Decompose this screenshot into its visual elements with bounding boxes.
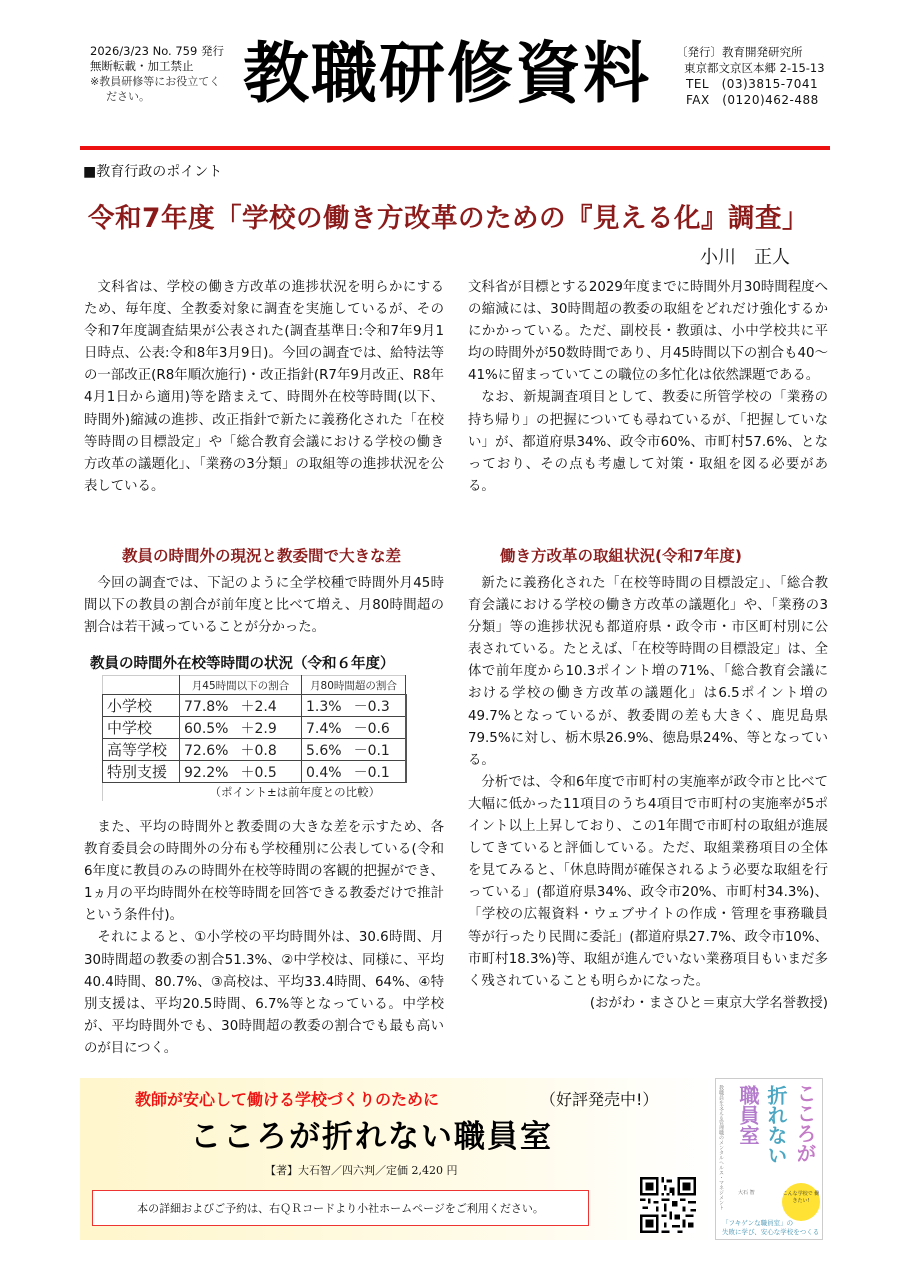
article-author: 小川 正人 xyxy=(700,247,790,268)
row-under45 xyxy=(180,695,302,717)
usage-note: ※教員研修等にお役立てく xyxy=(90,75,221,88)
paragraph: 文科省が目標とする2029年度までに時間外月30時間程度への縮減には、30時間超の教委の取組をどれだけ強化するかにかかっている。ただ、副校長・教頭は、小中学校共に平均の時間外が50数時間であり、月45時間以下の割合も40～41%に留まっていてこの職位の多忙化は依然課題である。 xyxy=(468,280,828,384)
usage-note-cont: ださい。 xyxy=(106,90,150,103)
table-title: 教員の時間外在校等時間の状況（令和６年度） xyxy=(90,656,395,672)
masthead-divider xyxy=(80,146,830,150)
masthead-info xyxy=(90,44,260,104)
row-under45 xyxy=(180,761,302,783)
value: 92.2% xyxy=(184,764,229,781)
ad-cta-box xyxy=(92,1190,589,1226)
author-signoff: (おがわ・まさひと＝東京大学名誉教授) xyxy=(589,995,828,1011)
table-row xyxy=(103,739,406,761)
cover-blurb-line2: 失敗に学び、安心な学校をつくる xyxy=(722,1228,820,1236)
diff: ＋2.9 xyxy=(240,720,277,737)
value: 77.8% xyxy=(184,698,229,715)
publisher-tel: TEL (03)3815-7041 xyxy=(686,77,819,91)
row-over80 xyxy=(302,761,406,783)
ad-tagline: 教師が安心して働ける学校づくりのために xyxy=(135,1090,440,1109)
table-row xyxy=(103,695,406,717)
cover-title-col1: こころが xyxy=(793,1083,817,1163)
paragraph: 文科省は、学校の働き方改革の進捗状況を明らかにするため、毎年度、全教委対象に調査を実施しているが、その令和7年度調査結果が公表された(調査基準日:令和7年9月1日時点、公表:令和8年3月9日)。今回の調査では、給特法等の一部改正(R8年順次施行)・改正指針(R7年9月改正、R8年4月1日から適用)等を踏まえて、時間外在校等時間(以下、時間外)縮減の進捗、改正指針で新たに義務化された「在校等時間の目標設定」や「総合教育会議における学校の働き方改革の議題化」、「業務の3分類」の取組等の進捗状況を公表している。 xyxy=(84,280,444,494)
value: 0.4% xyxy=(306,764,342,781)
row-category: 中学校 xyxy=(103,717,180,739)
cover-title-col2: 折れない xyxy=(764,1085,788,1165)
row-over80 xyxy=(302,717,406,739)
paragraph: 今回の調査では、下記のように全学校種で時間外月45時間以下の教員の割合が前年度と比べて増え、月80時間超の割合は若干減っていることが分かった。 xyxy=(84,576,444,636)
table-header-blank xyxy=(103,676,180,695)
publisher-fax: FAX (0120)462-488 xyxy=(686,93,819,107)
cover-title-col3: 職員室 xyxy=(736,1085,760,1145)
row-over80 xyxy=(302,695,406,717)
publisher-info xyxy=(676,44,825,108)
value: 7.4% xyxy=(306,720,342,737)
row-over80 xyxy=(302,739,406,761)
table-note-blank xyxy=(103,783,180,801)
publisher-name: 〔発行〕教育開発研究所 xyxy=(676,45,803,59)
row-under45 xyxy=(180,739,302,761)
row-category: 特別支援 xyxy=(103,761,180,783)
table-row xyxy=(103,761,406,783)
paragraph: 分析では、令和6年度で市町村の実施率が政令市と比べて大幅に低かった11項目のうち4項目で市町村の実施率が5ポイント以上上昇しており、この1年間で市町村の取組が進展してきていると評価している。ただ、取組業務項目の全体を見てみると、「休息時間が確保されるよう必要な取組を行っている」(都道府県34%、政令市20%、市町村34.3%)、「学校の広報資料・ウェブサイトの作成・管理を事務職員等が行ったり民間に委託」(都道府県27.7%、政令市10%、市町村18.3%)等、取組が進んでいない業務項目もいまだ多く残されていることも明らかになった。 xyxy=(468,774,828,989)
book-cover-image xyxy=(715,1078,823,1240)
row-under45 xyxy=(180,717,302,739)
diff: ＋2.4 xyxy=(240,698,277,715)
diff: －0.6 xyxy=(353,720,390,737)
cover-subtitle: 教職員を支える管理職のメンタルヘルス・マネジメント xyxy=(718,1085,724,1210)
table-header-over80: 月80時間超の割合 xyxy=(302,676,406,695)
table-header-row xyxy=(103,676,406,695)
issue-line: 2026/3/23 No. 759 発行 xyxy=(90,44,224,58)
diff: ＋0.5 xyxy=(240,764,277,781)
left-section-body-2 xyxy=(84,817,444,1060)
paragraph: 新たに義務化された「在校等時間の目標設定」、「総合教育会議における学校の働き方改革の議題化」や、「業務の3分類」等の進捗状況も都道府県・政令市・市区町村別に公表されている。たとえば、「在校等時間の目標設定」は、全体で前年度から10.3ポイント増の71%、「総合教育会議における学校の働き方改革の議題化」は6.5ポイント増の49.7%となっているが、教委間の差も大きく、鹿児島県79.5%に対し、栃木県26.9%、徳島県24%、等となっている。 xyxy=(468,576,828,768)
right-intro xyxy=(468,277,828,498)
cover-badge: こんな学校で 働きたい! xyxy=(782,1183,820,1221)
value: 1.3% xyxy=(306,698,342,715)
value: 5.6% xyxy=(306,742,342,759)
ad-cta-text: 本の詳細およびご予約は、右ＱＲコードより小社ホームページをご利用ください。 xyxy=(137,1202,544,1215)
diff: ＋0.8 xyxy=(240,742,277,759)
table-note: （ポイント±は前年度との比較） xyxy=(209,784,381,799)
table-header-under45: 月45時間以下の割合 xyxy=(180,676,302,695)
value: 60.5% xyxy=(184,720,229,737)
overtime-table xyxy=(102,675,407,801)
value: 72.6% xyxy=(184,742,229,759)
paragraph: それによると、①小学校の平均時間外は、30.6時間、月30時間超の教委の割合51.3%、②中学校は、同様に、平均40.4時間、80.7%、③高校は、平均33.4時間、64%、④特別支援は、平均20.5時間、6.7%等となっている。中学校が、平均時間外でも、30時間超の教委の割合でも最も高いのが目につく。 xyxy=(84,930,444,1056)
left-section-body xyxy=(84,573,444,639)
publication-title: 教職研修資料 xyxy=(243,35,651,112)
ad-book-title: こころが折れない職員室 xyxy=(190,1119,553,1155)
subhead-left: 教員の時間外の現況と教委間で大きな差 xyxy=(122,547,402,565)
qr-code-icon[interactable] xyxy=(640,1177,696,1233)
diff: －0.1 xyxy=(353,742,390,759)
no-reprint-notice: 無断転載・加工禁止 xyxy=(90,59,194,73)
publisher-address: 東京都文京区本郷 2-15-13 xyxy=(684,61,825,75)
right-section-body xyxy=(468,573,828,1015)
cover-blurb xyxy=(722,1219,819,1237)
table-note-row xyxy=(103,783,406,801)
paragraph: また、平均の時間外と教委間の大きな差を示すため、各教育委員会の時間外の分布も学校種別に公表している(令和6年度に教員のみの時間外在校等時間の客観的把握ができ、1ヵ月の平均時間外在校等時間を回答できる教委だけで推計という条件付)。 xyxy=(84,820,444,924)
row-category: 高等学校 xyxy=(103,739,180,761)
ad-status: （好評発売中!） xyxy=(540,1090,659,1109)
diff: －0.1 xyxy=(353,764,390,781)
diff: －0.3 xyxy=(353,698,390,715)
section-label: ■教育行政のポイント xyxy=(83,164,223,180)
subhead-right: 働き方改革の取組状況(令和7年度) xyxy=(500,547,742,565)
cover-blurb-line1: 「フキゲンな職員室」の xyxy=(722,1219,794,1227)
article-headline: 令和7年度「学校の働き方改革のための『見える化』調査」 xyxy=(88,203,809,234)
row-category: 小学校 xyxy=(103,695,180,717)
left-intro xyxy=(84,277,444,498)
paragraph: なお、新規調査項目として、教委に所管学校の「業務の持ち帰り」の把握についても尋ねているが、「把握していない」が、都道府県34%、政令市60%、市町村57.6%、となっており、その点も考慮して対策・取組を図る必要がある。 xyxy=(468,390,828,494)
table-row xyxy=(103,717,406,739)
cover-author: 大石 智 xyxy=(738,1190,755,1196)
ad-book-meta: 【著】大石智／四六判／定価 2,420 円 xyxy=(265,1164,458,1177)
